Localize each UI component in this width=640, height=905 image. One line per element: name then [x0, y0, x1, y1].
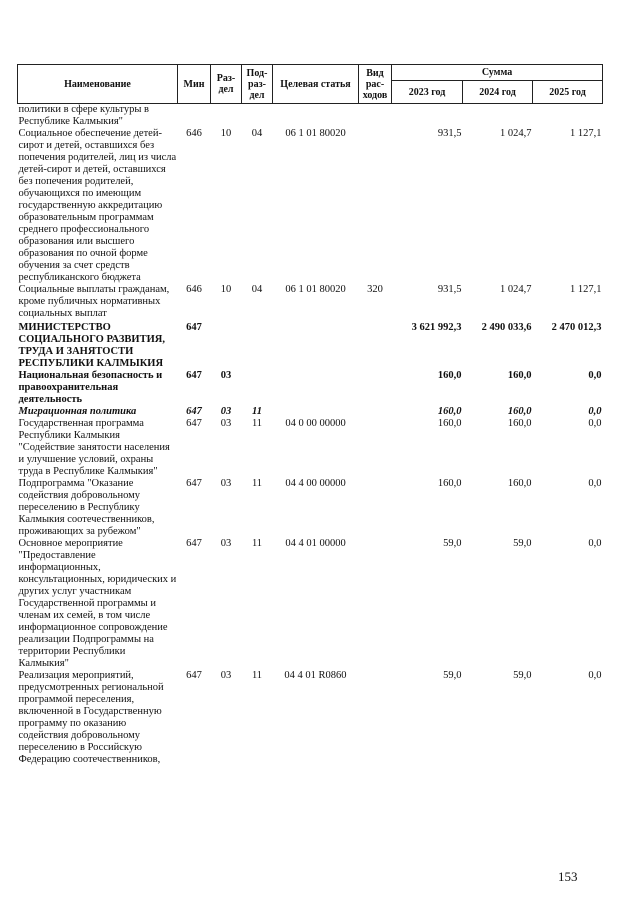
row-target: 04 4 00 00000: [285, 478, 346, 489]
row-target: 04 4 01 00000: [285, 538, 346, 549]
row-podrazdel: 11: [251, 538, 263, 549]
row-target: 04 4 01 R0860: [284, 670, 347, 681]
row-name: Миграционная политика: [18, 406, 137, 417]
row-2025: 1 127,1: [570, 284, 602, 295]
row-vid: [359, 104, 392, 129]
row-vid: 320: [367, 284, 383, 295]
row-razdel: 03: [220, 478, 232, 489]
header-name: Наименование: [18, 65, 178, 104]
row-2024: 160,0: [507, 370, 532, 381]
row-name: политики в сфере культуры в Республике Калмыкия": [18, 104, 149, 127]
row-vid: [359, 370, 392, 406]
row-2024: 1 024,7: [500, 128, 532, 139]
row-2023: 160,0: [437, 418, 462, 429]
header-2024: 2024 год: [463, 81, 533, 104]
row-2024: 2 490 033,6: [481, 322, 532, 333]
row-vid: [359, 478, 392, 538]
row-2024: [463, 104, 533, 129]
table-row: [18, 670, 603, 766]
table-row: [18, 104, 603, 129]
row-vid: [359, 670, 392, 766]
row-podrazdel: 04: [251, 128, 263, 139]
row-2023: 931,5: [437, 128, 462, 139]
row-2025: 1 127,1: [570, 128, 602, 139]
row-2023: 3 621 992,3: [411, 322, 462, 333]
row-razdel: [211, 320, 242, 370]
row-target: [273, 370, 359, 406]
row-2025: 0,0: [588, 406, 602, 417]
row-2023: 931,5: [437, 284, 462, 295]
row-razdel: 03: [220, 418, 232, 429]
row-2025: [533, 104, 603, 129]
header-2023: 2023 год: [392, 81, 463, 104]
row-min: 647: [186, 670, 202, 681]
row-name: Подпрограмма "Оказание содействия добровольному переселению в Республику Калмыкия соотечественников, проживающих за рубежом": [18, 478, 155, 537]
row-2024: 160,0: [507, 418, 532, 429]
table-row-subsection: [18, 406, 603, 418]
row-razdel: 10: [220, 284, 232, 295]
row-razdel: [211, 104, 242, 129]
row-vid: [359, 128, 392, 284]
row-2024: 59,0: [513, 670, 532, 681]
row-podrazdel: 11: [252, 406, 262, 417]
row-vid: [359, 320, 392, 370]
row-min: 647: [186, 418, 202, 429]
row-name: Социальное обеспечение детей-сирот и детей, оставшихся без попечения родителей, лиц из числа детей-сирот и детей, оставшихся без попечения родителей, обучающихся по имеющим государственную аккредитацию образовательным программам среднего профессионального образования или высшего образования по очной форме обучения за счет средств республиканского бюджета: [18, 128, 177, 283]
row-podrazdel: 04: [251, 284, 263, 295]
table-row-section: [18, 370, 603, 406]
row-target: 06 1 01 80020: [285, 284, 346, 295]
row-min: 647: [186, 406, 202, 417]
header-sum: Сумма: [392, 65, 603, 81]
row-min: 647: [186, 538, 202, 549]
row-name: Национальная безопасность и правоохранительная деятельность: [18, 370, 163, 405]
page-number: 153: [558, 869, 578, 884]
table-row: [18, 128, 603, 284]
row-podrazdel: 11: [251, 418, 263, 429]
row-2023: 59,0: [443, 670, 462, 681]
row-podrazdel: 11: [251, 670, 263, 681]
row-razdel: 10: [220, 128, 232, 139]
row-target: 04 0 00 00000: [285, 418, 346, 429]
header-2025: 2025 год: [533, 81, 603, 104]
table-header: [18, 65, 603, 104]
table-row: [18, 478, 603, 538]
header-podrazdel: Под-раз-дел: [242, 65, 273, 104]
row-target: [273, 406, 359, 418]
row-vid: [359, 418, 392, 478]
row-2023: [392, 104, 463, 129]
row-name: Социальные выплаты гражданам, кроме публичных нормативных социальных выплат: [18, 284, 170, 319]
header-min: Мин: [178, 65, 211, 104]
row-podrazdel: 11: [251, 478, 263, 489]
row-2024: 59,0: [513, 538, 532, 549]
row-2023: 160,0: [437, 370, 462, 381]
table-row-ministry: [18, 320, 603, 370]
row-vid: [359, 406, 392, 418]
row-razdel: 03: [220, 538, 232, 549]
table-row: [18, 538, 603, 670]
row-2024: 160,0: [507, 478, 532, 489]
row-target: [273, 320, 359, 370]
row-vid: [359, 538, 392, 670]
row-podrazdel: [242, 320, 273, 370]
row-2024: 1 024,7: [500, 284, 532, 295]
header-target: Целевая статья: [273, 65, 359, 104]
header-razdel: Раз-дел: [211, 65, 242, 104]
header-vid: Вид рас-ходов: [359, 65, 392, 104]
row-razdel: 03: [220, 370, 232, 381]
table-row: [18, 284, 603, 320]
row-target: 06 1 01 80020: [285, 128, 346, 139]
row-2025: 0,0: [588, 478, 602, 489]
row-min: 647: [186, 322, 202, 333]
row-2025: 0,0: [588, 670, 602, 681]
row-razdel: 03: [220, 406, 232, 417]
row-target: [273, 104, 359, 129]
row-name: Основное мероприятие "Предоставление информационных, консультационных, юридических и других услуг участникам Государственной программы и членам их семей, в том числе информационное сопровождение реализации Подпрограммы на территории Республики Калмыкия": [18, 538, 177, 669]
row-2025: 0,0: [588, 538, 602, 549]
row-razdel: 03: [220, 670, 232, 681]
row-name: МИНИСТЕРСТВО СОЦИАЛЬНОГО РАЗВИТИЯ, ТРУДА И ЗАНЯТОСТИ РЕСПУБЛИКИ КАЛМЫКИЯ: [18, 322, 165, 369]
row-2023: 160,0: [437, 478, 462, 489]
row-2024: 160,0: [507, 406, 532, 417]
row-2025: 0,0: [588, 418, 602, 429]
row-2023: 59,0: [443, 538, 462, 549]
row-name: Реализация мероприятий, предусмотренных региональной программой переселения, включенной в Государственную программу по оказанию содействия добровольному переселению в Российскую Федерацию соотечественников,: [18, 670, 164, 765]
row-min: 646: [186, 128, 202, 139]
row-2025: 0,0: [588, 370, 602, 381]
row-podrazdel: [242, 370, 273, 406]
row-2025: 2 470 012,3: [551, 322, 602, 333]
row-min: 646: [186, 284, 202, 295]
row-min: 647: [186, 370, 202, 381]
row-2023: 160,0: [437, 406, 462, 417]
row-min: 647: [186, 478, 202, 489]
row-min: [178, 104, 211, 129]
table-row: [18, 418, 603, 478]
row-podrazdel: [242, 104, 273, 129]
budget-table: [17, 64, 603, 766]
row-name: Государственная программа Республики Калмыкия "Содействие занятости населения и улучшение условий, охраны труда в Республике Калмыкия": [18, 418, 170, 477]
